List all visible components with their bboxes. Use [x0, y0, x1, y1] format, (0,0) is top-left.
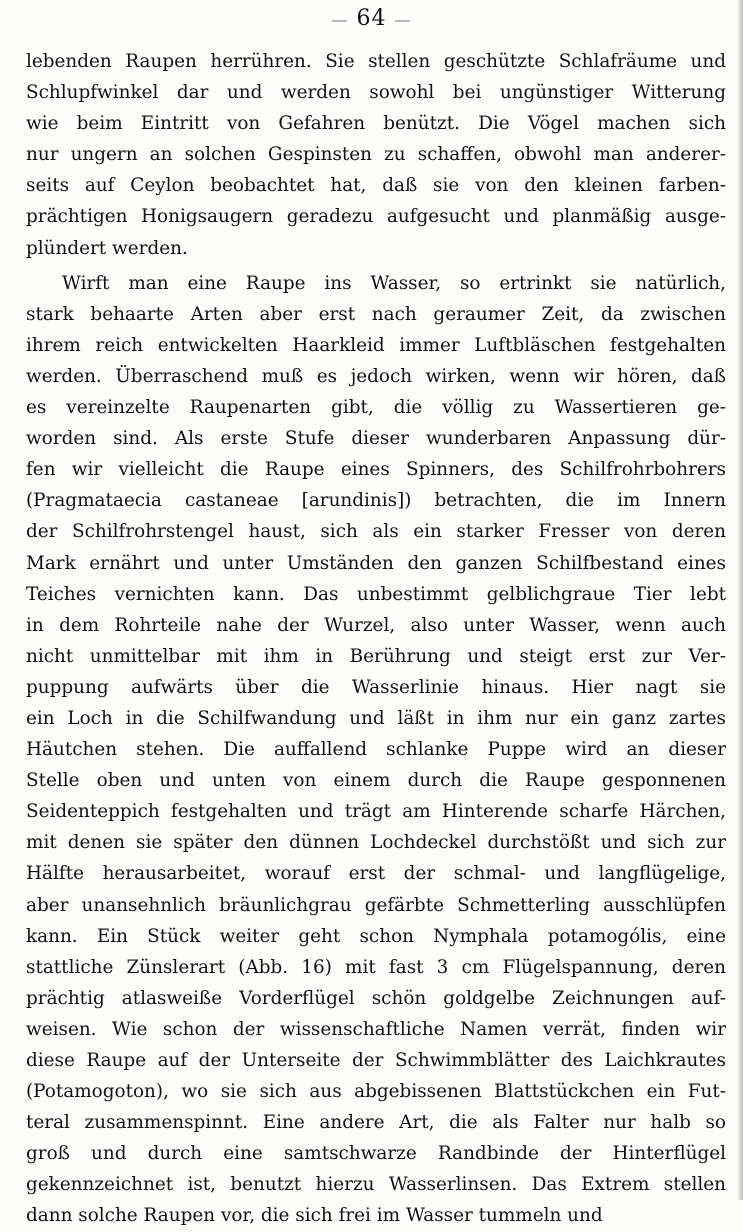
left-dash: — — [331, 10, 349, 29]
text-line: kann. Ein Stück weiter geht schon Nymphala potamogólis, eine — [26, 925, 726, 947]
text-line: Hälfte herausarbeitet, worauf erst der schmal- und langflügelige, — [26, 863, 726, 885]
text-line: weisen. Wie schon der wissenschaftliche Namen verrät, finden wir — [26, 1018, 726, 1040]
text-line: stark behaarte Arten aber erst nach geraumer Zeit, da zwischen — [26, 303, 726, 325]
text-line: prächtig atlasweiße Vorderflügel schön goldgelbe Zeichnungen auf- — [26, 987, 726, 1009]
text-line: gekennzeichnet ist, benutzt hierzu Wasserlinsen. Das Extrem stellen — [26, 1174, 726, 1196]
text-line: es vereinzelte Raupenarten gibt, die völlig zu Wassertieren ge- — [26, 397, 726, 419]
text-line: Stelle oben und unten von einem durch die Raupe gesponnenen — [26, 770, 726, 792]
text-line: der Schilfrohrstengel haust, sich als ein starker Fresser von deren — [26, 521, 726, 543]
text-line: worden sind. Als erste Stufe dieser wunderbaren Anpassung dür- — [26, 428, 726, 450]
text-line: (Potamogoton), wo sie sich aus abgebissenen Blattstückchen ein Fut- — [26, 1081, 726, 1103]
text-line: Teiches vernichten kann. Das unbestimmt gelblichgraue Tier lebt — [26, 583, 726, 605]
page-edge-shadow — [737, 0, 743, 1200]
text-line: teral zusammenspinnt. Eine andere Art, die als Falter nur halb so — [26, 1112, 726, 1134]
text-line: Wirft man eine Raupe ins Wasser, so ertrinkt sie natürlich, — [62, 272, 726, 294]
text-line: stattliche Zünslerart (Abb. 16) mit fast 3 cm Flügelspannung, deren — [26, 956, 726, 978]
text-line: in dem Rohrteile nahe der Wurzel, also unter Wasser, wenn auch — [26, 614, 726, 636]
page-number: 64 — [356, 6, 387, 31]
text-line: puppung aufwärts über die Wasserlinie hinaus. Hier nagt sie — [26, 676, 726, 698]
text-line: dann solche Raupen vor, die sich frei im Wasser tummeln und — [26, 1205, 603, 1227]
text-line: groß und durch eine samtschwarze Randbinde der Hinterflügel — [26, 1143, 726, 1165]
text-line: aber unansehnlich bräunlichgrau gefärbte Schmetterling ausschlüpfen — [26, 894, 726, 916]
text-line: diese Raupe auf der Unterseite der Schwimmblätter des Laichkrautes — [26, 1050, 726, 1071]
text-line: Seidenteppich festgehalten und trägt am Hinterende scharfe Härchen, — [26, 801, 726, 823]
paragraph — [26, 46, 726, 264]
text-line: ein Loch in die Schilfwandung und läßt in ihm nur ein ganz zartes — [26, 707, 726, 729]
text-line: fen wir vielleicht die Raupe eines Spinners, des Schilfrohrbohrers — [26, 459, 726, 481]
text-line: mit denen sie später den dünnen Lochdeckel durchstößt und sich zur — [26, 832, 726, 854]
paragraph — [26, 268, 726, 1232]
text-line: werden. Überraschend muß es jedoch wirken, wenn wir hören, daß — [26, 365, 726, 387]
text-line: lebenden Raupen herrühren. Sie stellen geschützte Schlafräume und — [26, 51, 726, 72]
page-number-header — [0, 6, 743, 31]
text-line: wie beim Eintritt von Gefahren benützt. Die Vögel machen sich — [26, 113, 726, 135]
text-line: Mark ernährt und unter Umständen den ganzen Schilfbestand eines — [26, 552, 726, 574]
text-line: prächtigen Honigsaugern geradezu aufgesucht und planmäßig ausge- — [26, 206, 726, 228]
body-text — [26, 46, 726, 1232]
text-line: ihrem reich entwickelten Haarkleid immer Luftbläschen festgehalten — [26, 334, 726, 356]
text-line: nur ungern an solchen Gespinsten zu schaffen, obwohl man anderer- — [26, 144, 726, 166]
text-line: seits auf Ceylon beobachtet hat, daß sie von den kleinen farben- — [26, 175, 726, 197]
right-dash: — — [394, 10, 412, 29]
text-line: (Pragmataecia castaneae [arundinis]) betrachten, die im Innern — [26, 490, 726, 512]
text-line: Häutchen stehen. Die auffallend schlanke Puppe wird an dieser — [26, 739, 726, 761]
text-line: nicht unmittelbar mit ihm in Berührung und steigt erst zur Ver- — [26, 645, 726, 667]
text-line: plündert werden. — [26, 237, 188, 259]
text-line: Schlupfwinkel dar und werden sowohl bei ungünstiger Witterung — [26, 82, 726, 104]
